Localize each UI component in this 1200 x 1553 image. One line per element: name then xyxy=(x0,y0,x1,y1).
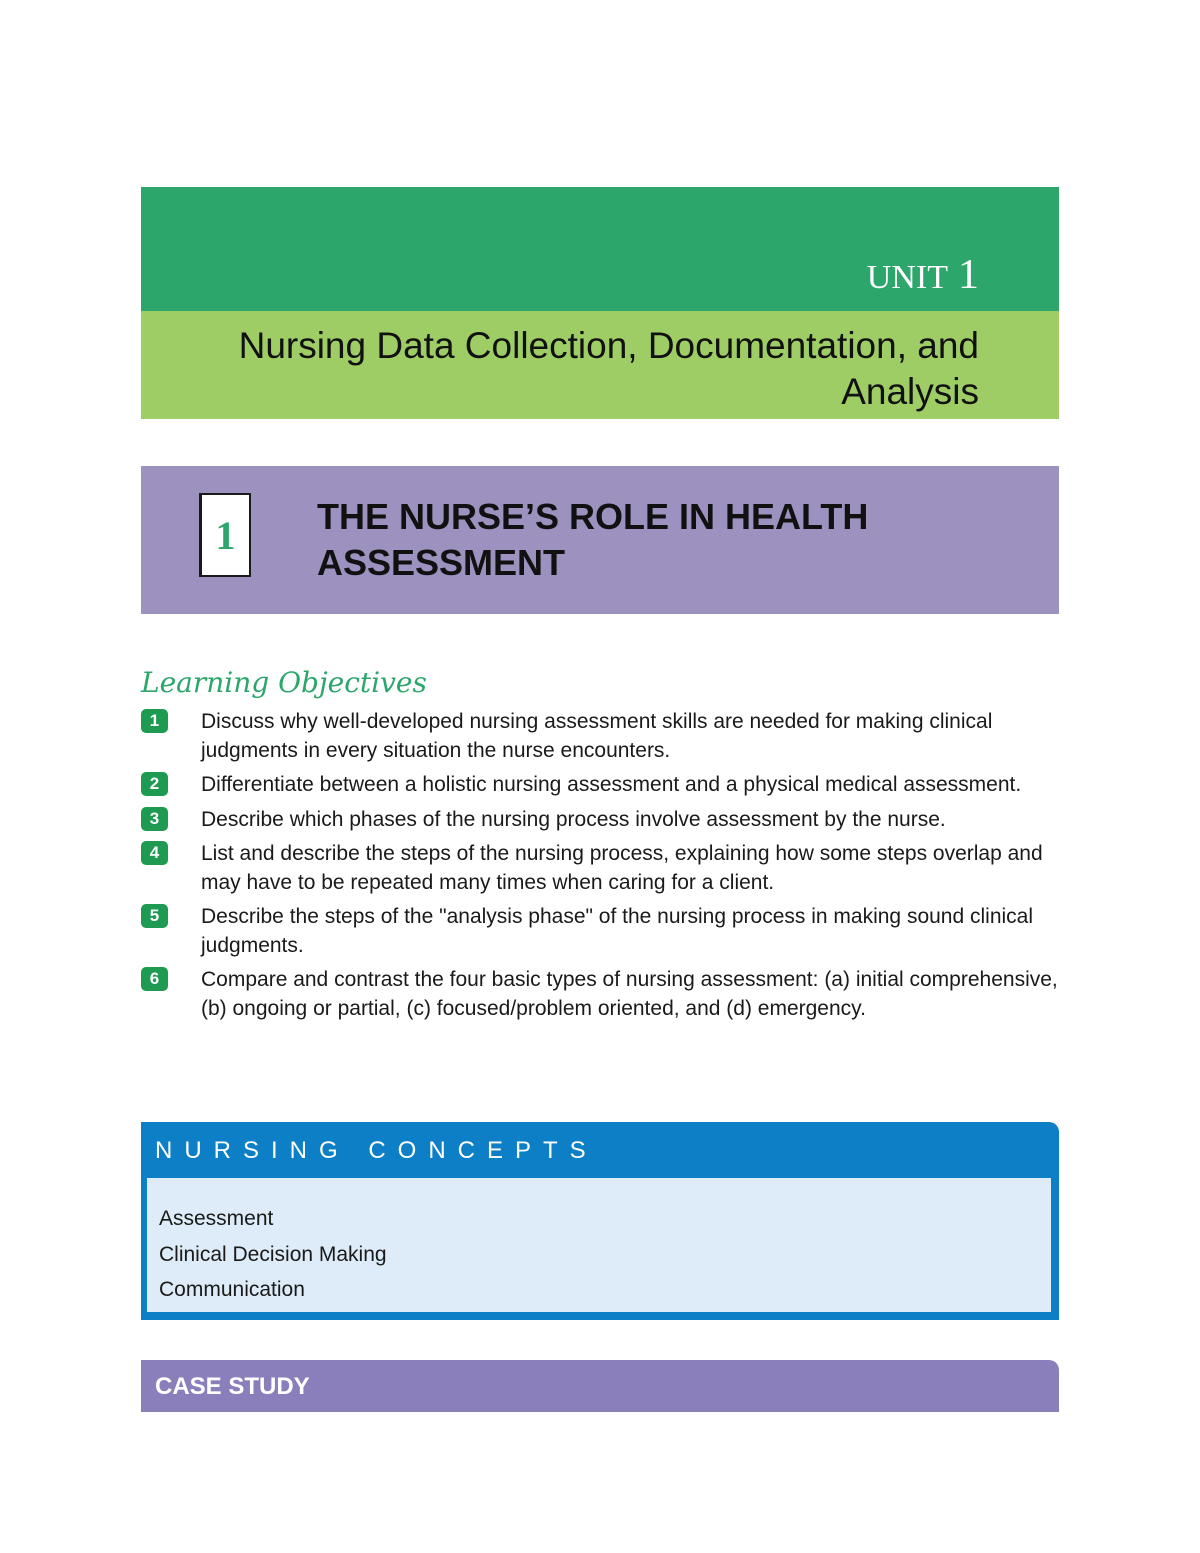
concept-item: Clinical Decision Making xyxy=(159,1242,387,1266)
objective-item xyxy=(141,806,1059,835)
unit-banner xyxy=(141,187,1059,311)
objective-number-badge: 1 xyxy=(141,709,168,733)
nursing-concepts-box xyxy=(141,1122,1059,1320)
chapter-title-line-2: ASSESSMENT xyxy=(317,542,566,583)
nursing-concepts-list xyxy=(147,1178,1051,1312)
objective-item xyxy=(141,966,1059,1023)
objective-item xyxy=(141,840,1059,897)
case-study-banner xyxy=(141,1360,1059,1412)
objective-item xyxy=(141,708,1059,765)
nursing-concepts-heading: NURSING CONCEPTS xyxy=(155,1137,598,1164)
objective-number-badge: 5 xyxy=(141,904,168,928)
objective-text: Describe which phases of the nursing process involve assessment by the nurse. xyxy=(201,807,946,831)
concept-item: Communication xyxy=(159,1278,305,1301)
chapter-number: 1 xyxy=(199,493,251,577)
objective-number-badge: 3 xyxy=(141,807,168,831)
learning-objectives-heading: Learning Objectives xyxy=(141,666,427,699)
objective-text: Compare and contrast the four basic types of nursing assessment: (a) initial comprehensive, (b) ongoing or partial, (c) focused/problem oriented, and (d) emergency. xyxy=(201,968,1058,1020)
objective-item xyxy=(141,903,1059,960)
unit-number: 1 xyxy=(958,252,979,298)
objective-text: Discuss why well-developed nursing assessment skills are needed for making clinical judgments in every situation the nurse encounters. xyxy=(201,710,993,762)
objective-item xyxy=(141,771,1059,800)
objective-number-badge: 6 xyxy=(141,967,168,991)
chapter-banner xyxy=(141,466,1059,614)
learning-objectives-list xyxy=(141,708,1059,1029)
objective-number-badge: 2 xyxy=(141,772,168,796)
unit-label xyxy=(867,253,979,300)
chapter-title xyxy=(317,494,997,586)
objective-text: Describe the steps of the "analysis phase" of the nursing process in making sound clinical judgments. xyxy=(201,905,1034,957)
objective-number-badge: 4 xyxy=(141,841,168,865)
unit-word: UNIT xyxy=(866,259,948,296)
unit-title-banner xyxy=(141,311,1059,419)
objective-text: Differentiate between a holistic nursing assessment and a physical medical assessment. xyxy=(201,773,1022,796)
chapter-title-line-1: THE NURSE’S ROLE IN HEALTH xyxy=(317,496,869,537)
case-study-heading: CASE STUDY xyxy=(155,1373,310,1400)
concept-item: Assessment xyxy=(159,1207,274,1230)
objective-text: List and describe the steps of the nursing process, explaining how some steps overlap and may have to be repeated many times when caring for a client. xyxy=(201,842,1043,894)
unit-title: Nursing Data Collection, Documentation, and Analysis xyxy=(238,325,979,412)
